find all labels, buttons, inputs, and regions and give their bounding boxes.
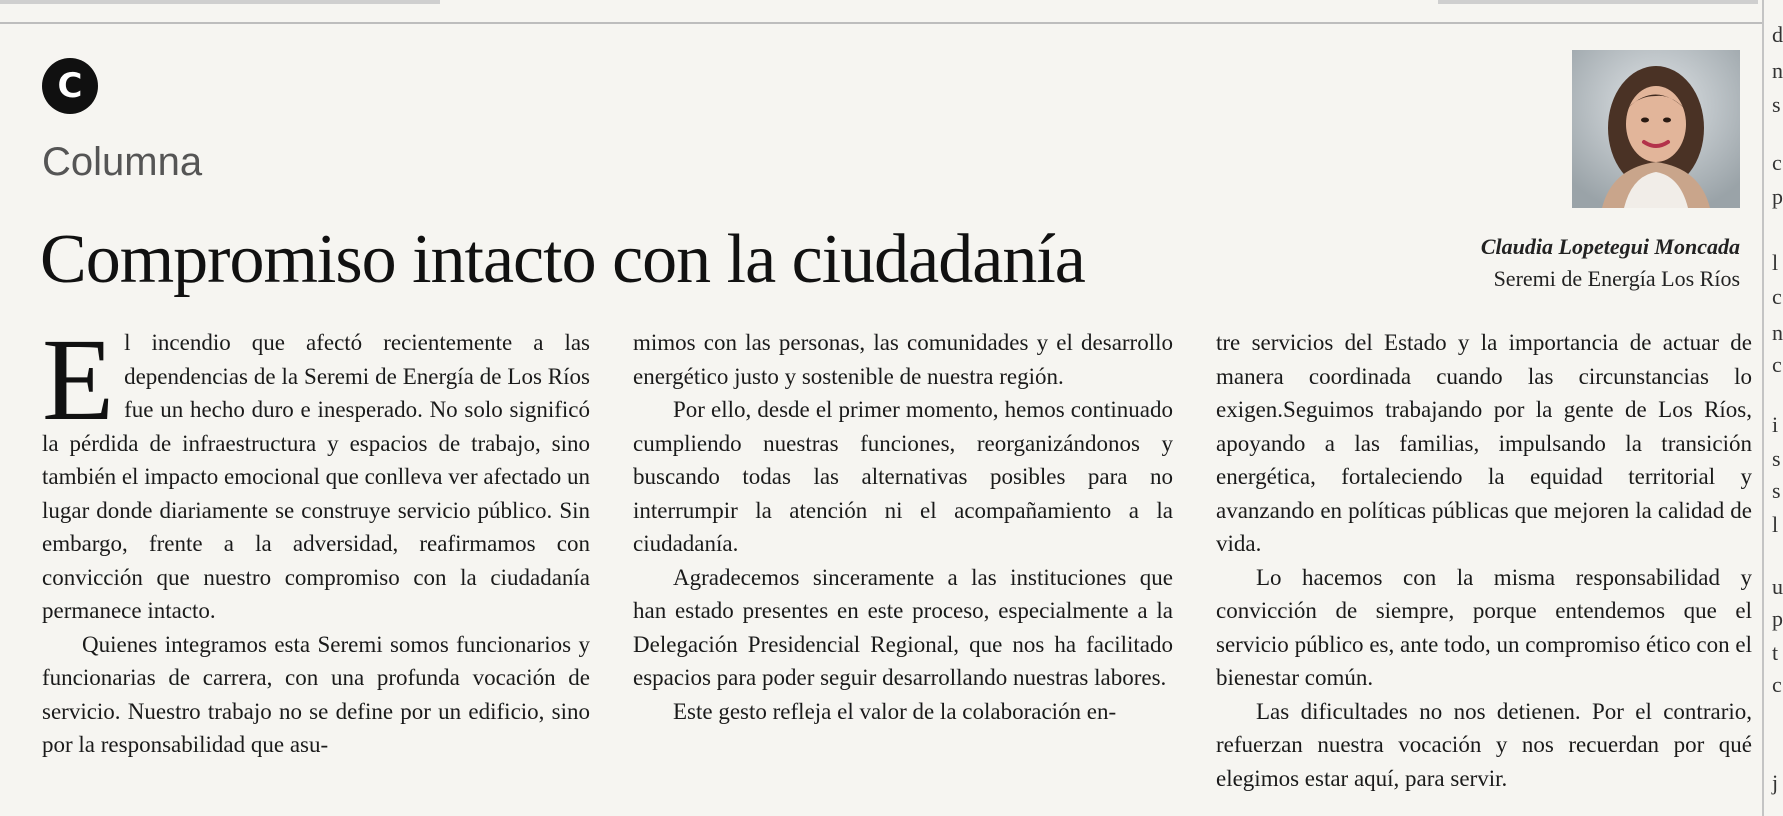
section-label: Columna (42, 140, 203, 184)
edge-letter: s (1772, 92, 1781, 117)
edge-letter: n (1772, 320, 1783, 345)
edge-letter: p (1772, 184, 1783, 209)
author-name: Claudia Lopetegui Moncada (1480, 234, 1740, 259)
section-badge (42, 58, 98, 114)
edge-letter: d (1772, 22, 1783, 47)
article-column-1 (42, 314, 590, 762)
article-paragraph (42, 314, 590, 628)
article-column-2 (633, 326, 1173, 728)
author-portrait-icon (1572, 50, 1740, 208)
author-role: Seremi de Energía Los Ríos (1493, 266, 1740, 291)
edge-letter: l (1772, 250, 1779, 275)
edge-letter: j (1772, 770, 1779, 795)
adjacent-column-fragment (1772, 0, 1783, 816)
drop-cap: E (42, 314, 115, 445)
edge-letter: s (1772, 478, 1781, 503)
article-paragraph: mimos con las personas, las comunidades y el desarrollo energético justo y sostenible de nuestra región. (633, 330, 1173, 389)
edge-letter: i (1772, 412, 1779, 437)
top-edge-rule-right (1438, 0, 1758, 4)
author-avatar (1572, 50, 1740, 208)
article-column-3 (1216, 326, 1752, 795)
edge-letter: c (1772, 284, 1782, 309)
article-paragraph: Quienes integramos esta Seremi somos funcionarios y funcionarias de carrera, con una profunda vocación de servicio. Nuestro trabajo no se define por un edificio, sino por la responsabilidad que asu- (42, 631, 590, 757)
edge-letter: p (1772, 606, 1783, 631)
edge-letter: u (1772, 574, 1783, 599)
article-paragraph: Lo hacemos con la misma responsabilidad y convicción de siempre, porque entendemos que el servicio público es, ante todo, un compromiso ético con el bienestar común. (1216, 564, 1752, 690)
article-paragraph: Las dificultades no nos detienen. Por el contrario, refuerzan nuestra vocación y nos recuerdan por qué elegimos estar aquí, para servir. (1216, 698, 1752, 791)
column-divider (1762, 0, 1764, 816)
edge-letter: l (1772, 512, 1779, 537)
section-badge-letter: C (57, 66, 83, 106)
article-paragraph: tre servicios del Estado y la importancia de actuar de manera coordinada cuando las circunstancias lo exigen.Seguimos trabajando por la gente de Los Ríos, apoyando a las familias, impulsando la transición energética, fortaleciendo la equidad territorial y avanzando en políticas públicas que mejoren la calidad de vida. (1216, 330, 1752, 556)
article-paragraph: Este gesto refleja el valor de la colaboración en- (673, 698, 1117, 724)
top-edge-rule (0, 0, 440, 4)
article-paragraph: Por ello, desde el primer momento, hemos continuado cumpliendo nuestras funciones, reorganizándonos y buscando todas las alternativas posibles para no interrumpir la atención ni el acompañamiento a la ciudadanía. (633, 397, 1173, 556)
edge-letter: c (1772, 352, 1782, 377)
headline: Compromiso intacto con la ciudadanía (40, 221, 1085, 298)
edge-letter: t (1772, 640, 1779, 665)
paragraph-text: l incendio que afectó recientemente a las dependencias de la Seremi de Energía de Los Ríos fue un hecho duro e inesperado. No solo significó la pérdida de infraestructura y espacios de trabajo, sino también el impacto emocional que conlleva ver afectado un lugar donde diariamente se construye servicio público. Sin embargo, frente a la adversidad, reafirmamos con convicción que nuestro compromiso con la ciudadanía permanece intacto. (42, 330, 590, 623)
edge-letter: c (1772, 672, 1782, 697)
edge-letter: n (1772, 58, 1783, 83)
article-paragraph: Agradecemos sinceramente a las instituciones que han estado presentes en este proceso, especialmente a la Delegación Presidencial Regional, que nos ha facilitado espacios para poder seguir desarrollando nuestras labores. (633, 564, 1173, 690)
header-rule (0, 22, 1762, 24)
edge-letter: c (1772, 150, 1782, 175)
edge-letter: s (1772, 446, 1781, 471)
